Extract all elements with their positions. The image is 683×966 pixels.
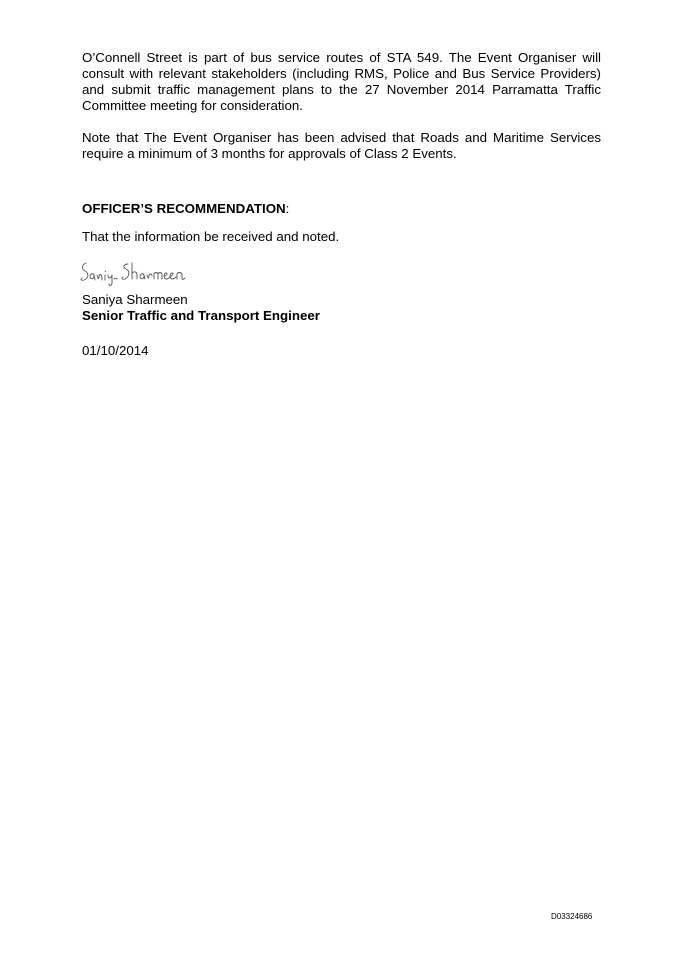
signatory-name: Saniya Sharmeen [82, 292, 188, 307]
document-page [82, 50, 601, 358]
recommendation-heading-colon: : [285, 201, 290, 216]
recommendation-text: That the information be received and noted. [82, 229, 340, 244]
handwritten-signature [72, 257, 192, 287]
document-date: 01/10/2014 [82, 343, 149, 358]
body-paragraph-1: O’Connell Street is part of bus service routes of STA 549. The Event Organiser will consult with relevant stakeholders (including RMS, Police and Bus Service Providers) and submit traffic management plans to the 27 November 2014 Parramatta Traffic Committee meeting for consideration. [82, 50, 601, 113]
recommendation-heading [82, 201, 289, 217]
document-reference: D03324686 [551, 912, 593, 921]
body-paragraph-2: Note that The Event Organiser has been advised that Roads and Maritime Services require a minimum of 3 months for approvals of Class 2 Events. [82, 130, 601, 161]
recommendation-heading-text: OFFICER’S RECOMMENDATION [82, 201, 286, 216]
signatory-title: Senior Traffic and Transport Engineer [82, 308, 320, 323]
